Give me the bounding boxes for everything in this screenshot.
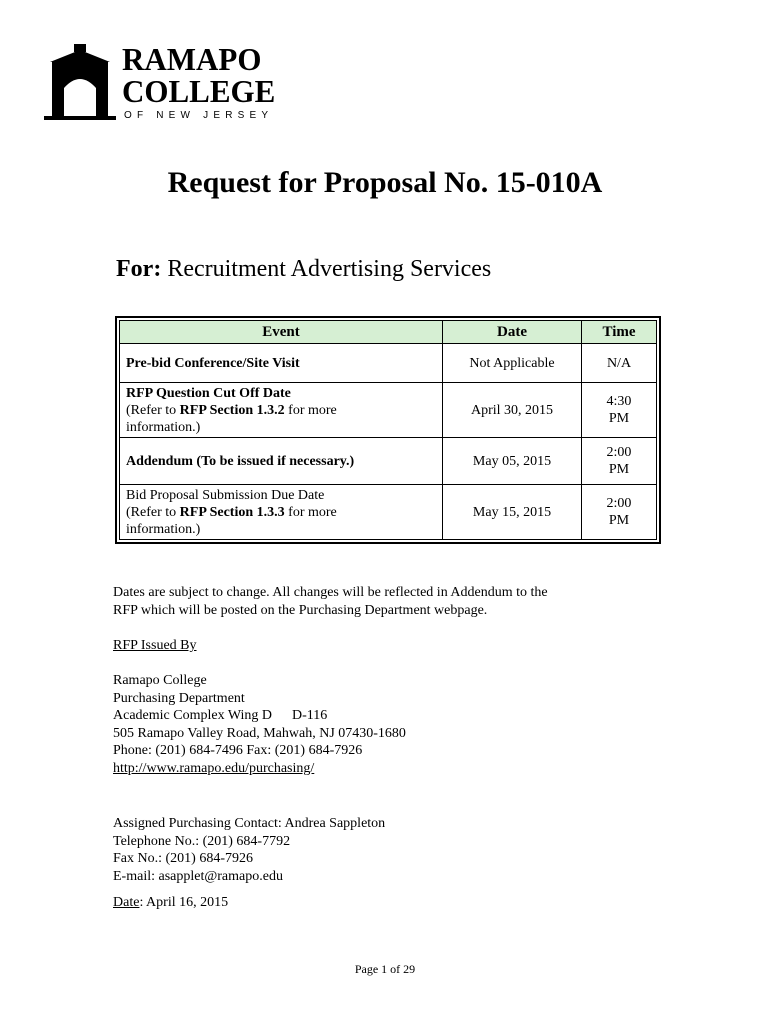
event-cell [120, 485, 443, 540]
issuer-address [113, 672, 406, 777]
note-line-2: RFP which will be posted on the Purchasing Department webpage. [113, 602, 488, 618]
header-date: Date [443, 321, 582, 344]
date-cell: Not Applicable [443, 344, 582, 383]
document-title: Request for Proposal No. 15-010A [167, 166, 603, 199]
event-ref-pre: (Refer to [126, 402, 180, 418]
time-meridiem: PM [608, 411, 630, 426]
time-value: 4:30 [606, 394, 632, 409]
issuer-dept: Purchasing Department [113, 690, 245, 706]
issuer-org: Ramapo College [113, 673, 207, 688]
table-row [120, 383, 657, 438]
date-label: Date [113, 895, 140, 910]
for-line [116, 256, 491, 283]
event-ref-end: information.) [126, 521, 201, 537]
time-cell [582, 438, 657, 485]
date-cell: May 15, 2015 [443, 485, 582, 540]
event-ref-pre: (Refer to [126, 504, 180, 520]
issuer-room: D-116 [291, 708, 328, 723]
table-row [120, 438, 657, 485]
event-ref-post: for more [284, 402, 337, 418]
contact-telephone: Telephone No.: (201) 684-7792 [113, 833, 291, 849]
event-ref-section: RFP Section 1.3.3 [179, 504, 285, 520]
issuer-phones: Phone: (201) 684-7496 Fax: (201) 684-7926 [113, 743, 363, 758]
ramapo-college-logo [44, 41, 276, 124]
event-title: Bid Proposal Submission Due Date [126, 487, 325, 503]
page-number: Page 1 of 29 [354, 962, 416, 976]
date-cell: May 05, 2015 [443, 438, 582, 485]
table-row [120, 344, 657, 383]
date-value: : April 16, 2015 [139, 895, 229, 910]
logo-tagline: OF NEW JERSEY [124, 110, 274, 121]
issue-date [113, 894, 228, 912]
contact-name: Assigned Purchasing Contact: Andrea Sappleton [113, 816, 386, 831]
issuer-street: 505 Ramapo Valley Road, Mahwah, NJ 07430-1680 [113, 725, 406, 741]
purchasing-contact [113, 815, 385, 885]
table-header-row [120, 321, 657, 344]
event-ref-end: information.) [126, 419, 201, 435]
time-value: 2:00 [606, 496, 632, 511]
event-ref-section: RFP Section 1.3.2 [179, 402, 285, 418]
logo-text-ramapo: RAMAPO [122, 41, 262, 78]
dates-note [113, 584, 548, 619]
schedule-table [115, 316, 661, 544]
event-cell [120, 383, 443, 438]
event-ref-post: for more [284, 504, 337, 520]
contact-email: E-mail: asapplet@ramapo.edu [113, 868, 283, 884]
header-time: Time [582, 321, 657, 344]
logo-text-college: COLLEGE [122, 73, 276, 110]
for-text: Recruitment Advertising Services [167, 256, 492, 282]
note-line-1: Dates are subject to change. All changes will be reflected in Addendum to the [113, 585, 548, 600]
header-event: Event [120, 321, 443, 344]
time-meridiem: PM [608, 513, 630, 528]
event-cell: Addendum (To be issued if necessary.) [120, 438, 443, 485]
archway-icon [44, 44, 116, 120]
contact-fax: Fax No.: (201) 684-7926 [113, 851, 253, 866]
time-meridiem: PM [608, 462, 630, 477]
issuer-building: Academic Complex Wing D [113, 708, 272, 723]
table-row [120, 485, 657, 540]
time-cell: N/A [582, 344, 657, 383]
date-cell: April 30, 2015 [443, 383, 582, 438]
for-label: For: [116, 256, 162, 282]
event-cell: Pre-bid Conference/Site Visit [120, 344, 443, 383]
event-title: RFP Question Cut Off Date [126, 385, 291, 401]
issued-by-heading: RFP Issued By [113, 638, 197, 653]
time-cell [582, 383, 657, 438]
time-cell [582, 485, 657, 540]
time-value: 2:00 [606, 445, 632, 460]
purchasing-url-link[interactable]: http://www.ramapo.edu/purchasing/ [113, 760, 315, 776]
